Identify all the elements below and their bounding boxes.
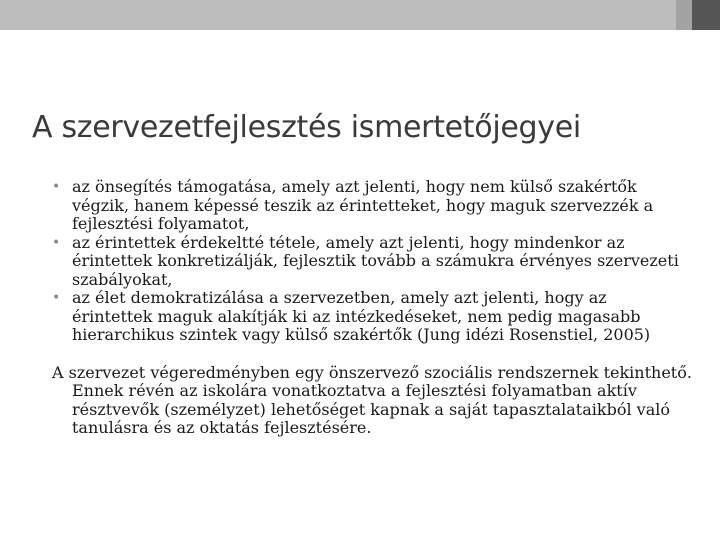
bullet-text: az élet demokratizálása a szervezetben, amely azt jelenti, hogy az érintettek maguk alakítják ki az intézkedéseket, nem pedig magasabb hierarchikus szintek vagy külső szakértők (Jung idézi Rosenstiel, 2005) <box>72 288 651 344</box>
bullet-text: az önsegítés támogatása, amely azt jelenti, hogy nem külső szakértők végzik, hanem képessé teszik az érintetteket, hogy maguk szervezzék a fejlesztési folyamatot, <box>72 177 654 233</box>
summary-paragraph: A szervezet végeredményben egy önszervező szociális rendszernek tekinthető. Ennek révén az iskolára vonatkoztatva a fejlesztési folyamatban aktív résztvevők (személyzet) lehetőséget kapnak a saját tapasztalataikból való tanulásra és az oktatás fejlesztésére. <box>52 362 692 437</box>
bullet-item <box>52 234 692 290</box>
bullet-icon: • <box>52 290 61 306</box>
bullet-text: az érintettek érdekeltté tétele, amely azt jelenti, hogy mindenkor az érintettek konkretizálják, fejlesztik tovább a számukra érvényes szervezeti szabályokat, <box>72 232 679 289</box>
bullet-list <box>52 178 692 345</box>
slide-title: A szervezetfejlesztés ismertetőjegyei <box>32 110 581 145</box>
bullet-item <box>52 178 692 234</box>
top-bar-dark <box>692 0 720 30</box>
bullet-icon: • <box>52 234 61 251</box>
bullet-item <box>52 289 692 345</box>
slide-body <box>52 178 692 438</box>
bullet-icon: • <box>52 179 61 195</box>
top-bar-light <box>0 0 676 30</box>
top-bar-mid <box>676 0 692 30</box>
